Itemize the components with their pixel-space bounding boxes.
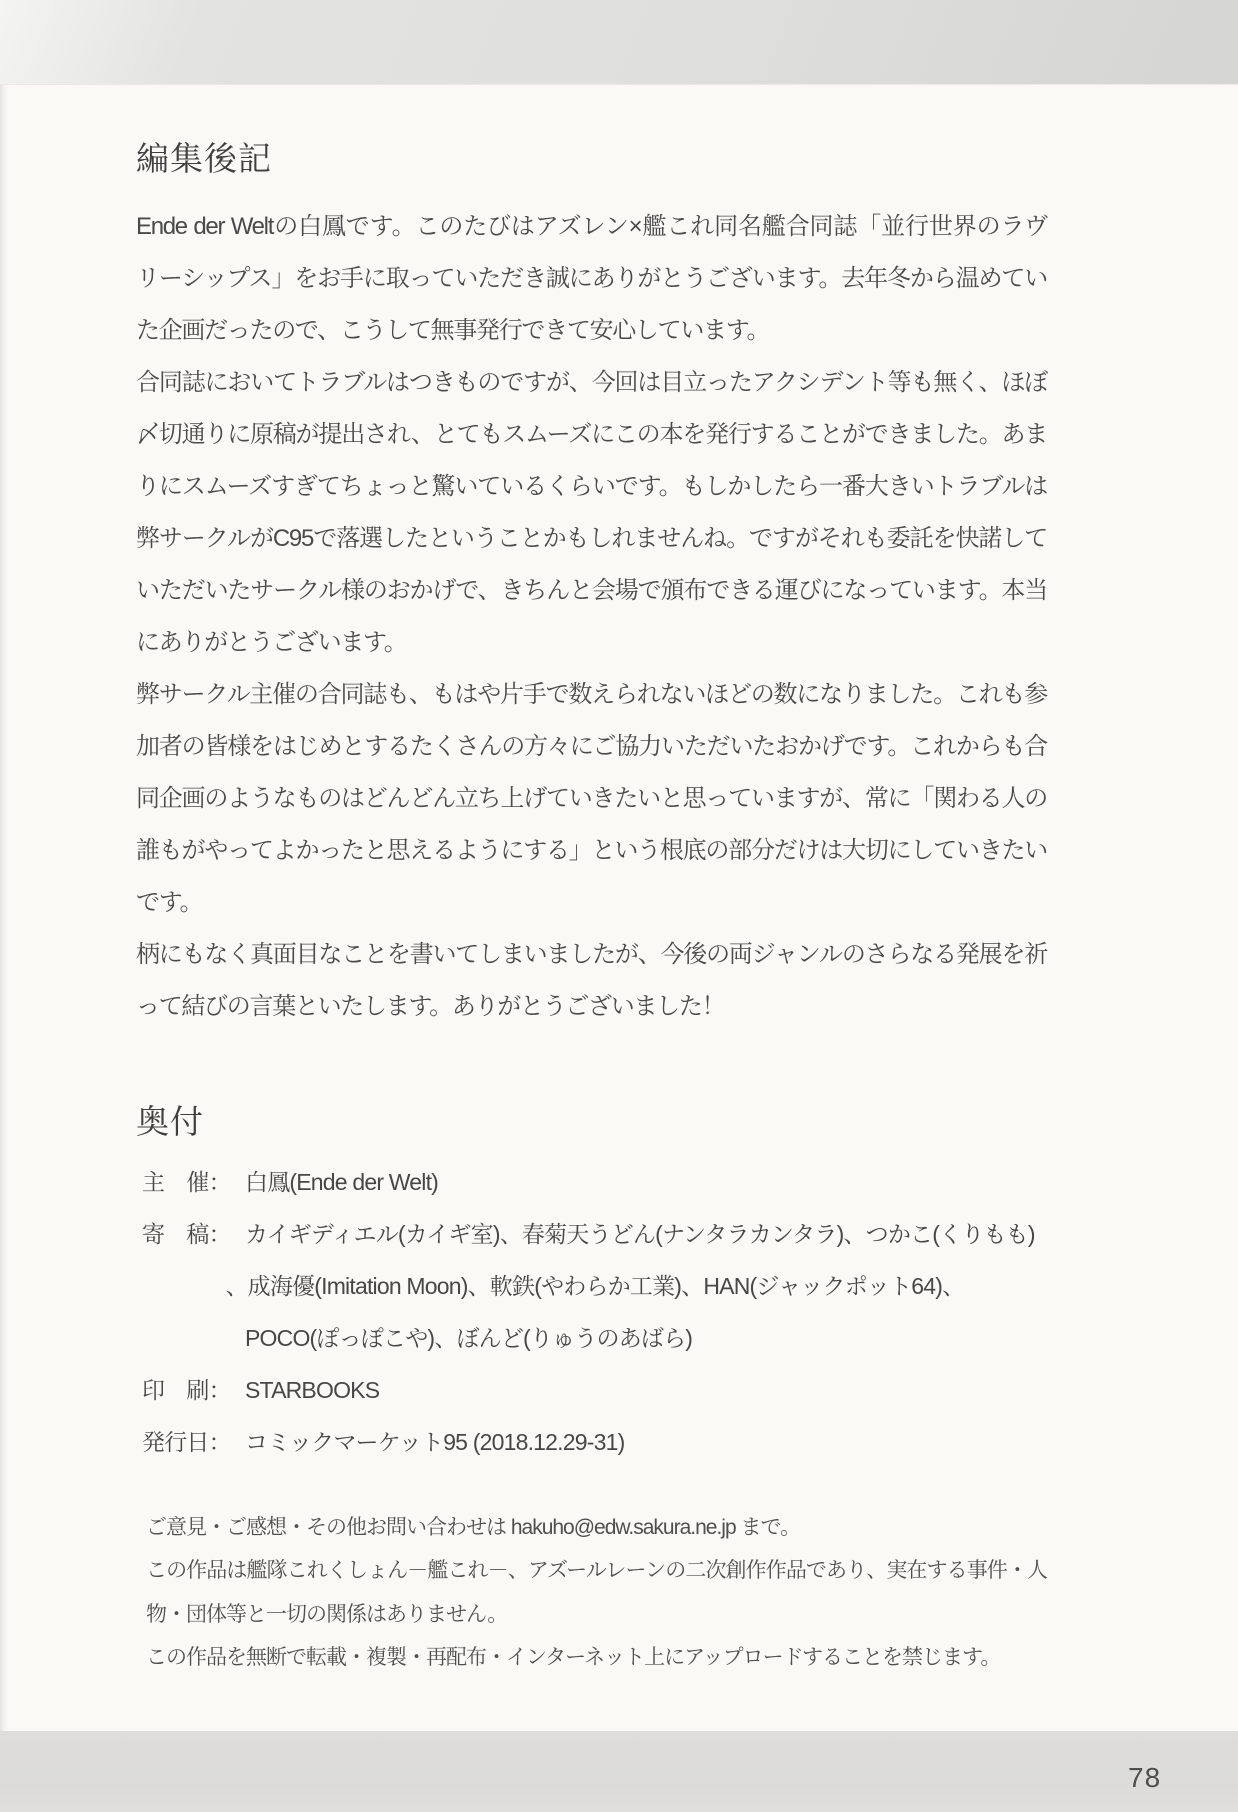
notice-line-disclaimer: この作品は艦隊これくしょん－艦これ－、アズールレーンの二次創作作品であり、実在する事件・人 [146, 1559, 1047, 1583]
colophon-row-printer [142, 1364, 1047, 1416]
colophon-value [225, 1208, 1047, 1364]
afterword-line: 柄にもなく真面目なことを書いてしまいましたが、今後の両ジャンルのさらなる発展を祈 [136, 941, 1047, 968]
notice-line-disclaimer: 物・団体等と一切の関係はありません。 [146, 1602, 508, 1626]
afterword-line: た企画だったので、こうして無事発行できて安心しています。 [136, 317, 770, 344]
afterword-line: にありがとうございます。 [136, 629, 407, 656]
colophon-row-contributors [142, 1208, 1047, 1364]
scanner-edge-band-bottom [0, 1731, 1238, 1812]
colophon-label: 主 催： [142, 1169, 231, 1195]
afterword-line: って結びの言葉といたします。ありがとうございました！ [136, 993, 725, 1020]
notice-line-contact: ご意見・ご感想・その他お問い合わせは hakuho@edw.sakura.ne.jp まで。 [146, 1516, 801, 1539]
page-number: 78 [1128, 1762, 1162, 1793]
colophon-value-line: POCO(ぽっぽこや)、ぼんど(りゅうのあばら) [245, 1325, 693, 1351]
colophon-value [245, 1416, 1047, 1468]
afterword-line: いただいたサークル様のおかげで、きちんと会場で頒布できる運びになっています。本当 [136, 577, 1047, 604]
scanner-edge-band-top [0, 0, 1238, 85]
colophon-value-line: カイギディエル(カイギ室)、春菊天うどん(ナンタラカンタラ)、つかこ(くりもも) [245, 1221, 1035, 1247]
afterword-line: 〆切通りに原稿が提出され、とてもスムーズにこの本を発行することができました。あま [136, 421, 1047, 448]
afterword-body [136, 201, 1047, 1033]
colophon-label: 印 刷： [142, 1377, 231, 1403]
afterword-line: です。 [136, 889, 203, 916]
afterword-line: 加者の皆様をはじめとするたくさんの方々にご協力いただいたおかげです。これからも合 [136, 733, 1047, 760]
colophon-value [245, 1364, 1047, 1416]
afterword-line: リーシップス」をお手に取っていただき誠にありがとうございます。去年冬から温めてい [136, 265, 1047, 292]
afterword-line: Ende der Weltの白鳳です。このたびはアズレン×艦これ同名艦合同誌「並行世界のラヴ [136, 213, 1047, 240]
colophon-title: 奥付 [136, 1103, 204, 1140]
colophon-value-line: STARBOOKS [245, 1377, 380, 1403]
afterword-line: 合同誌においてトラブルはつきものですが、今回は目立ったアクシデント等も無く、ほぼ [136, 369, 1047, 396]
colophon-value-line: 白鳳(Ende der Welt) [245, 1169, 439, 1195]
colophon-label: 発行日： [142, 1429, 231, 1455]
colophon-label: 寄 稿： [142, 1221, 231, 1247]
colophon-block [142, 1156, 1047, 1468]
colophon-value [245, 1156, 1047, 1208]
afterword-title: 編集後記 [136, 140, 272, 177]
colophon-row-organizer [142, 1156, 1047, 1208]
colophon-row-publish-date [142, 1416, 1047, 1468]
colophon-value-line: 、成海優(Imitation Moon)、軟鉄(やわらか工業)、HAN(ジャックポット64)、 [225, 1273, 965, 1299]
afterword-line: 誰もがやってよかったと思えるようにする」という根底の部分だけは大切にしていきたい [136, 837, 1047, 864]
afterword-line: 弊サークル主催の合同誌も、もはや片手で数えられないほどの数になりました。これも参 [136, 681, 1047, 708]
legal-notices [146, 1506, 1047, 1680]
notice-line-no-reupload: この作品を無断で転載・複製・再配布・インターネット上にアップロードすることを禁じます。 [146, 1646, 1001, 1670]
afterword-line: りにスムーズすぎてちょっと驚いているくらいです。もしかしたら一番大きいトラブルは [136, 473, 1047, 500]
afterword-line: 同企画のようなものはどんどん立ち上げていきたいと思っていますが、常に「関わる人の [136, 785, 1047, 812]
afterword-line: 弊サークルがC95で落選したということかもしれませんね。ですがそれも委託を快諾して [136, 525, 1047, 552]
colophon-value-line: コミックマーケット95 (2018.12.29-31) [245, 1429, 625, 1455]
